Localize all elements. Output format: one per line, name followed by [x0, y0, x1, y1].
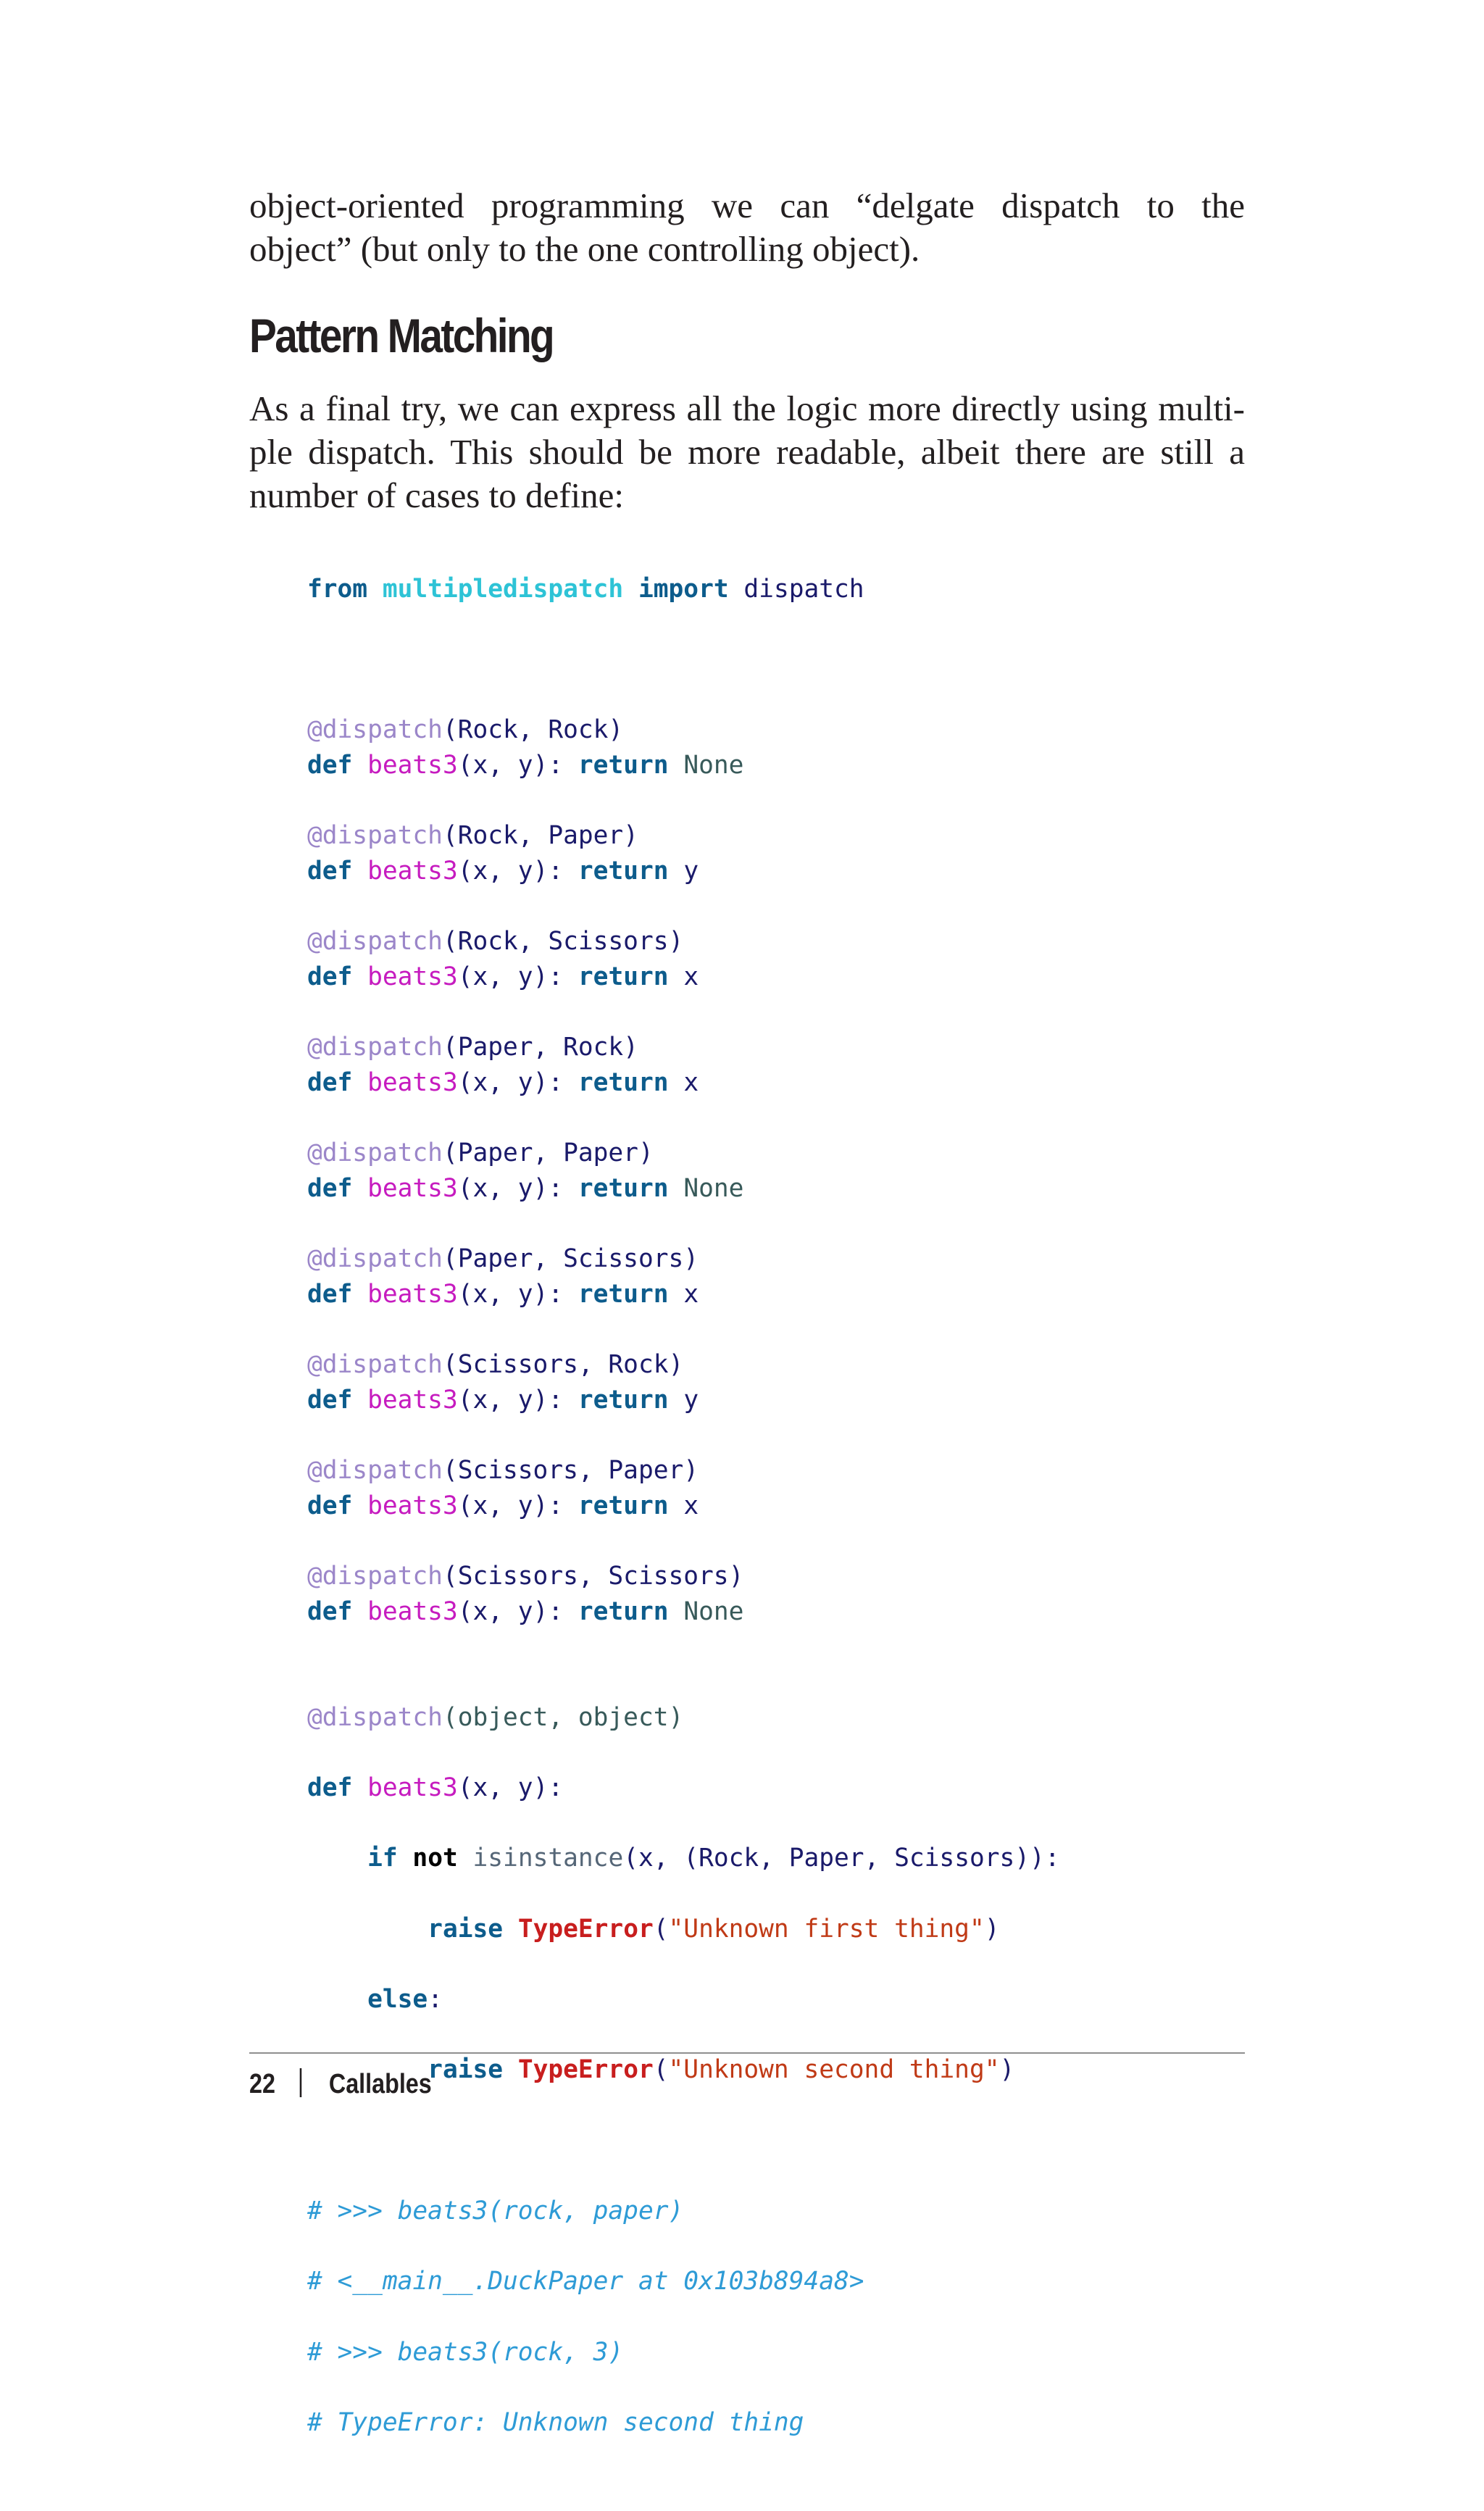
- chapter-title: Callables: [328, 2069, 432, 2099]
- code-comment-3: # >>> beats3(rock, 3): [307, 2337, 624, 2367]
- code-line-raise-1: raise TypeError("Unknown first thing"): [428, 1914, 1000, 1944]
- body-line-2: ple dispatch. This should be more readable, albeit there are still a: [249, 432, 1245, 472]
- code-line-import: from multipledispatch import dispatch: [307, 574, 864, 604]
- body-line-3: number of cases to define:: [249, 475, 625, 515]
- code-line-decorator: @dispatch(Rock, Rock): [307, 715, 624, 745]
- code-line-def: def beats3(x, y): return y: [307, 1385, 699, 1415]
- code-listing: [307, 536, 1060, 2511]
- page-footer: [249, 2062, 432, 2106]
- section-heading: Pattern Matching: [249, 309, 554, 362]
- code-line-def: def beats3(x, y): return None: [307, 1173, 744, 1203]
- code-line-decorator: @dispatch(Scissors, Rock): [307, 1350, 684, 1380]
- code-line-fallback-decorator: @dispatch(object, object): [307, 1702, 684, 1732]
- code-comment-2: # <__main__.DuckPaper at 0x103b894a8>: [307, 2267, 864, 2296]
- code-line-def: def beats3(x, y): return None: [307, 1596, 744, 1626]
- intro-line-1: object-oriented programming we can “delgate dispatch to the: [249, 186, 1245, 225]
- intro-line-2: object” (but only to the one controlling object).: [249, 229, 920, 269]
- code-comment-4: # TypeError: Unknown second thing: [307, 2408, 804, 2437]
- code-line-def: def beats3(x, y): return None: [307, 750, 744, 780]
- intro-paragraph: [249, 184, 1245, 271]
- body-line-1: As a final try, we can express all the logic more directly using multi-: [249, 388, 1245, 428]
- code-line-decorator: @dispatch(Paper, Scissors): [307, 1244, 699, 1274]
- footer-rule: [249, 2052, 1245, 2054]
- code-line-def: def beats3(x, y): return x: [307, 1279, 699, 1309]
- page-number: 22: [249, 2069, 275, 2099]
- code-line-def: def beats3(x, y): return y: [307, 856, 699, 886]
- code-line-decorator: @dispatch(Rock, Scissors): [307, 927, 684, 957]
- code-line-else: else:: [367, 1985, 443, 2015]
- code-line-decorator: @dispatch(Rock, Paper): [307, 821, 638, 851]
- code-line-decorator: @dispatch(Paper, Rock): [307, 1033, 638, 1062]
- dispatch-cases: [307, 712, 1060, 1665]
- code-line-decorator: @dispatch(Scissors, Paper): [307, 1456, 699, 1486]
- code-line-fallback-def: def beats3(x, y):: [307, 1773, 564, 1803]
- code-line-def: def beats3(x, y): return x: [307, 1491, 699, 1520]
- footer-separator: [300, 2068, 302, 2097]
- code-comment-1: # >>> beats3(rock, paper): [307, 2196, 684, 2226]
- code-line-def: def beats3(x, y): return x: [307, 1067, 699, 1097]
- code-line-if: if not isinstance(x, (Rock, Paper, Scissors)):: [367, 1844, 1060, 1873]
- code-line-decorator: @dispatch(Paper, Paper): [307, 1138, 654, 1168]
- body-paragraph: [249, 387, 1245, 517]
- code-line-raise-2: raise TypeError("Unknown second thing"): [428, 2055, 1015, 2085]
- code-line-def: def beats3(x, y): return x: [307, 962, 699, 991]
- code-line-decorator: @dispatch(Scissors, Scissors): [307, 1562, 744, 1591]
